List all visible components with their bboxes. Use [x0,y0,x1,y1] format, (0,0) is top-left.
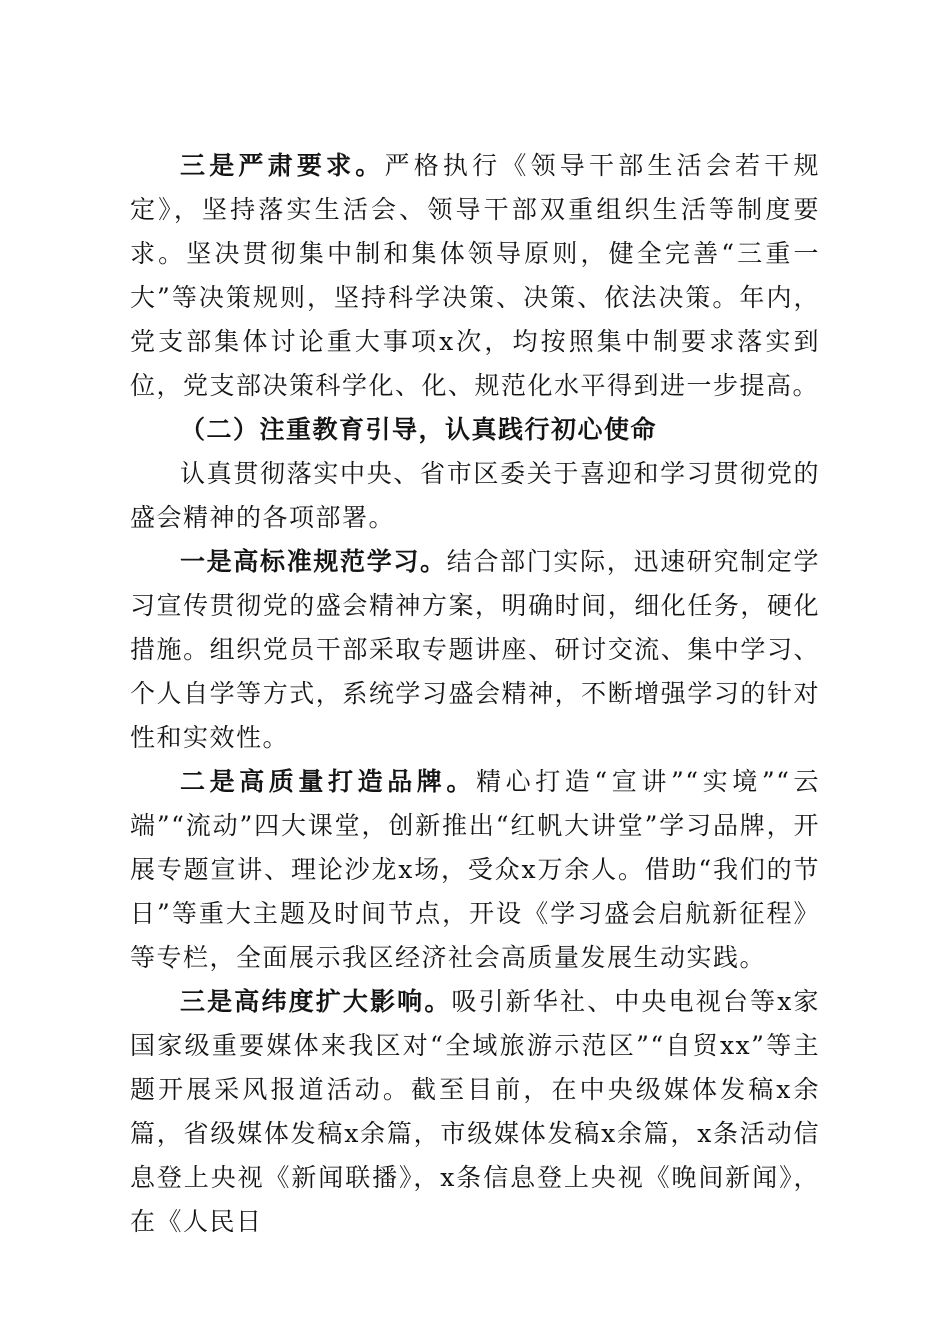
paragraph-brand-building [130,760,820,980]
document-body [130,144,820,1244]
paragraph-intro [130,452,820,540]
paragraph-lead: 一是高标准规范学习。 [180,547,447,576]
section-heading: （二）注重教育引导，认真践行初心使命 [180,415,658,444]
paragraph-text: 吸引新华社、中央电视台等x家国家级重要媒体来我区对“全域旅游示范区”“自贸xx”等主题开展采风报道活动。截至目前，在中央级媒体发稿x余篇，省级媒体发稿x余篇，市级媒体发稿x余篇，x条活动信息登上央视《新闻联播》，x条信息登上央视《晚间新闻》，在《人民日 [130,987,820,1236]
paragraph-text: 结合部门实际，迅速研究制定学习宣传贯彻党的盛会精神方案，明确时间，细化任务，硬化措施。组织党员干部采取专题讲座、研讨交流、集中学习、个人自学等方式，系统学习盛会精神，不断增强学习的针对性和实效性。 [130,547,820,752]
paragraph-text: 精心打造“宣讲”“实境”“云端”“流动”四大课堂，创新推出“红帆大讲堂”学习品牌，开展专题宣讲、理论沙龙x场，受众x万余人。借助“我们的节日”等重大主题及时间节点，开设《学习盛会启航新征程》等专栏，全面展示我区经济社会高质量发展生动实践。 [130,767,820,972]
paragraph-lead: 三是高纬度扩大影响。 [180,987,452,1016]
paragraph-text: 认真贯彻落实中央、省市区委关于喜迎和学习贯彻党的盛会精神的各项部署。 [130,459,820,532]
paragraph-text: 严格执行《领导干部生活会若干规定》，坚持落实生活会、领导干部双重组织生活等制度要求。坚决贯彻集中制和集体领导原则，健全完善“三重一大”等决策规则，坚持科学决策、决策、依法决策。年内，党支部集体讨论重大事项x次，均按照集中制要求落实到位，党支部决策科学化、化、规范化水平得到进一步提高。 [130,151,820,400]
paragraph-expand-influence [130,980,820,1244]
paragraph-lead: 二是高质量打造品牌。 [180,767,476,796]
paragraph-standard-learning [130,540,820,760]
paragraph-lead: 三是严肃要求。 [180,151,385,180]
paragraph-strict-requirements [130,144,820,408]
